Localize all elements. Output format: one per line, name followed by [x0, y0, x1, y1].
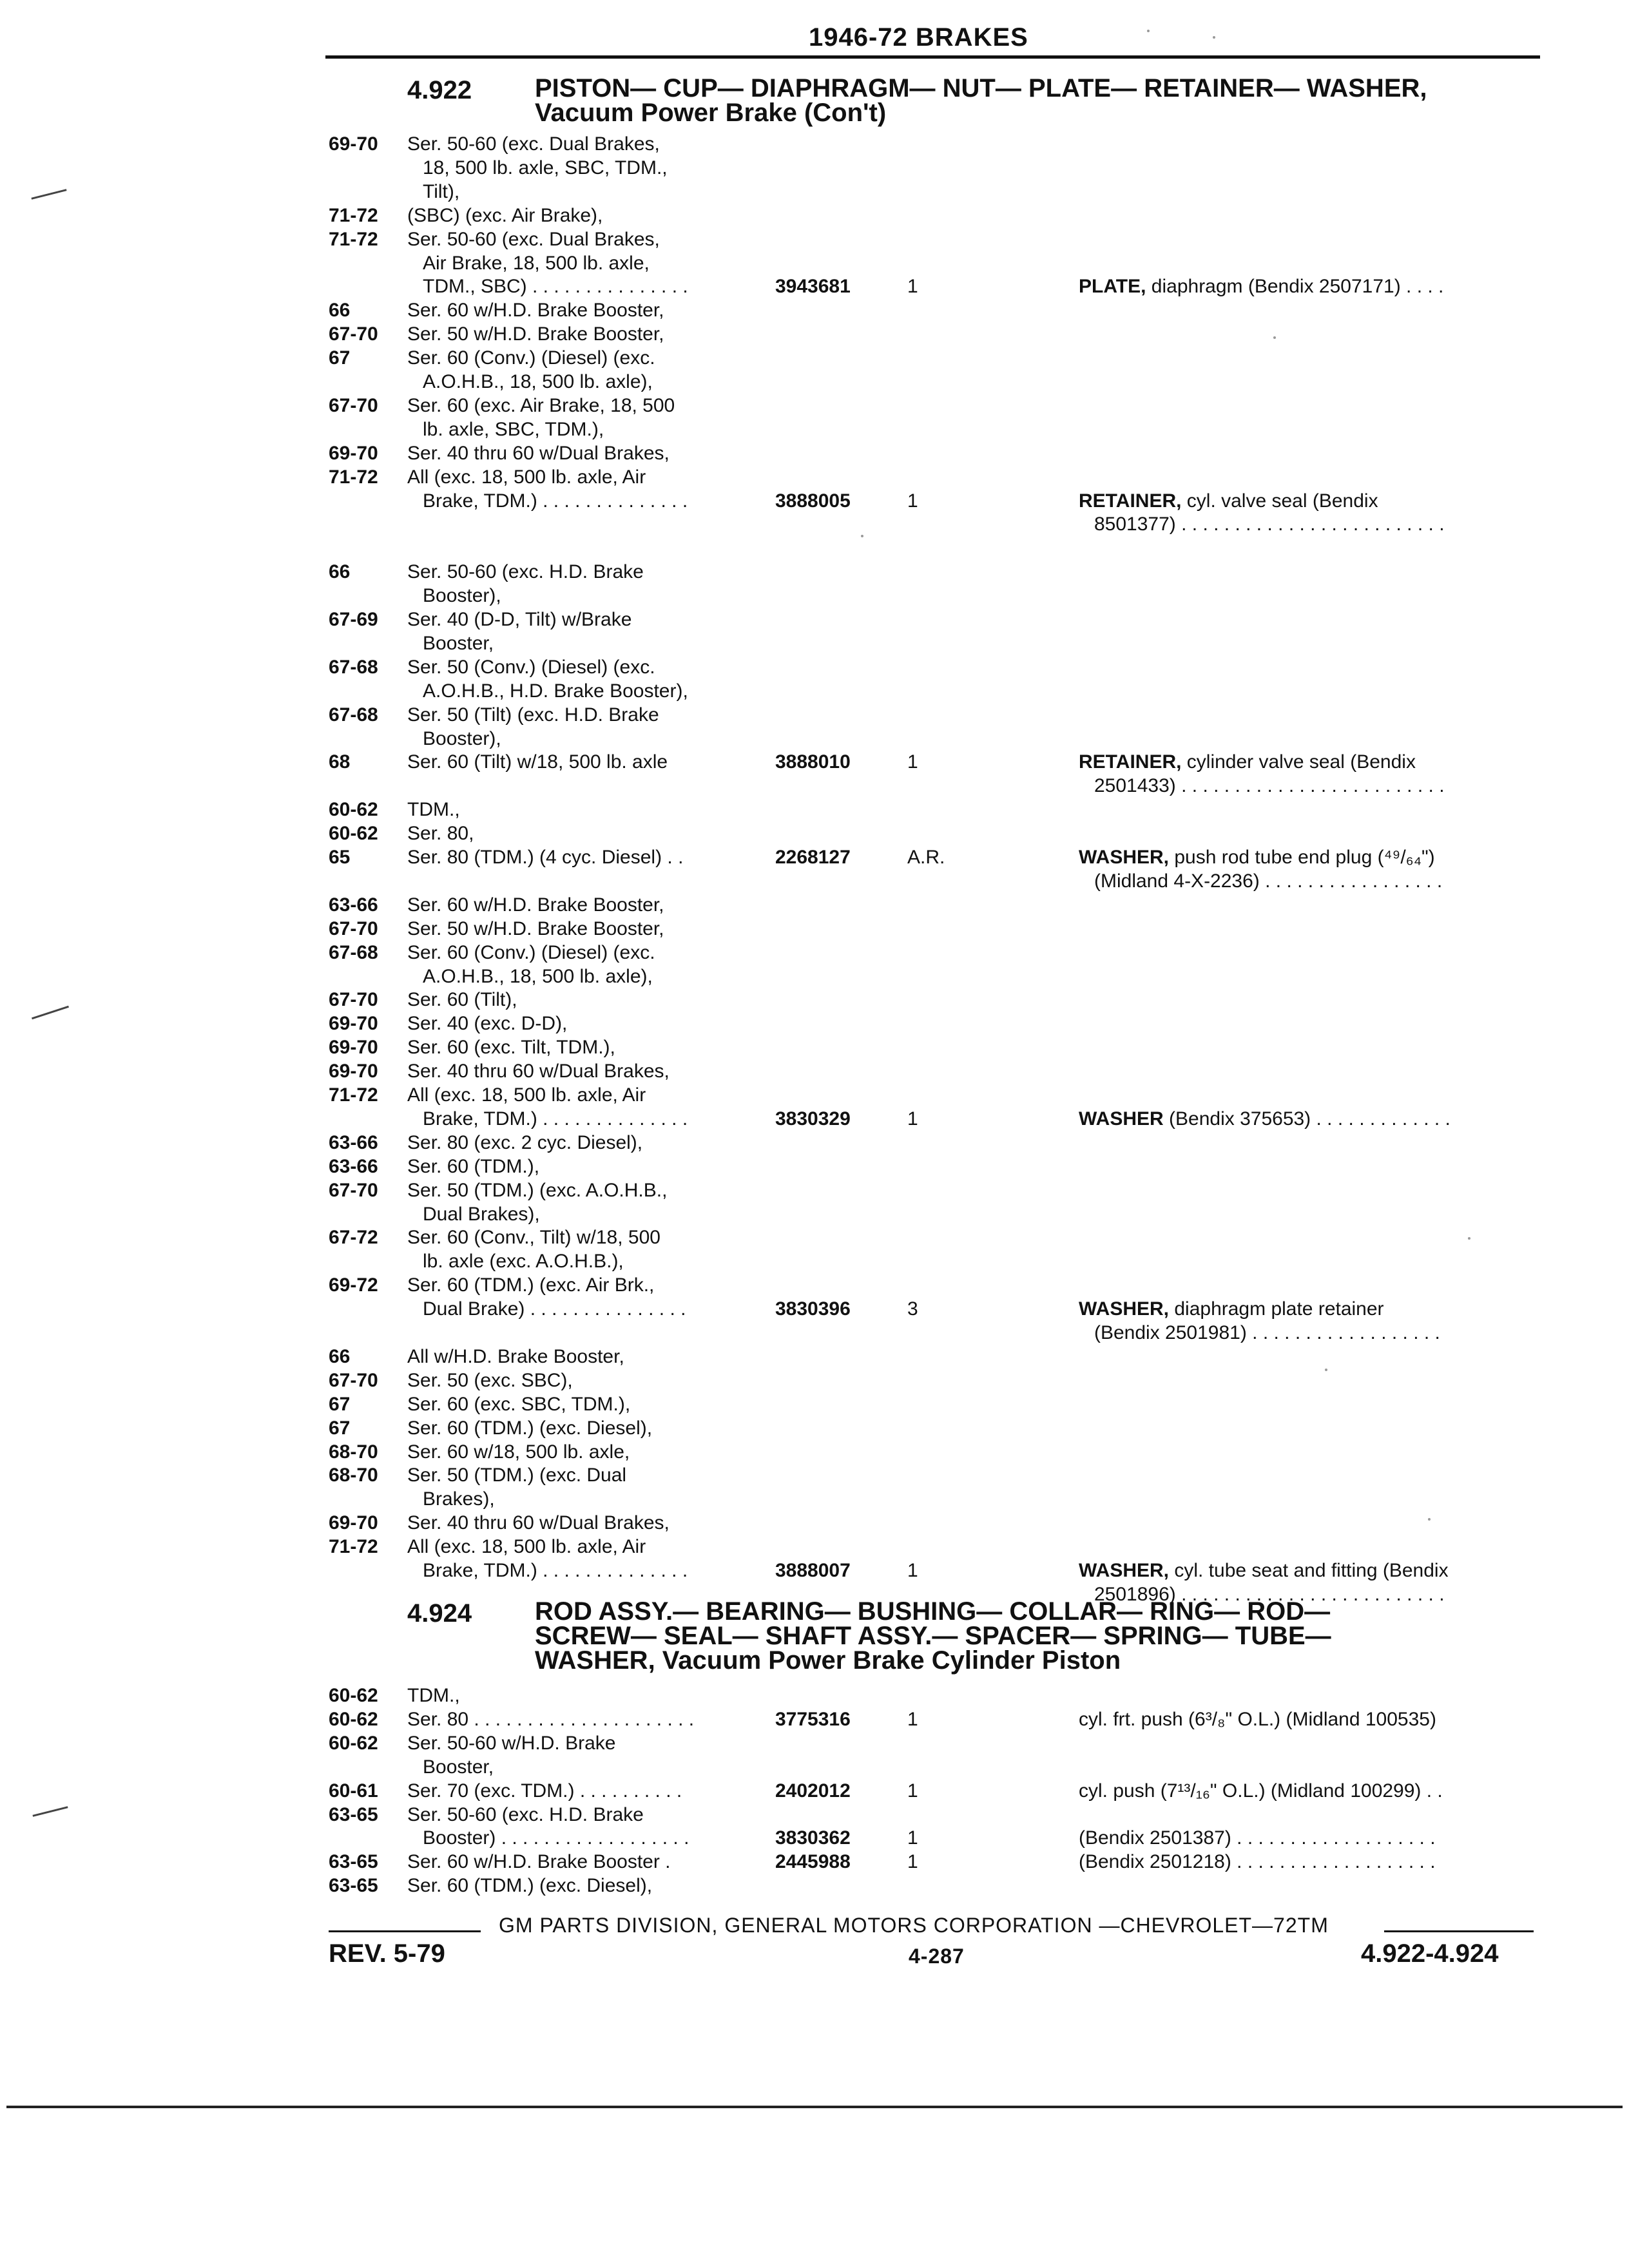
application-description: A.O.H.B., 18, 500 lb. axle), [423, 965, 653, 987]
table-row [0, 941, 1629, 965]
table-row [0, 1345, 1629, 1369]
application-description: Ser. 50 w/H.D. Brake Booster, [407, 323, 664, 345]
table-row [0, 204, 1629, 227]
model-years: 67-68 [329, 656, 378, 678]
table-row [0, 918, 1629, 941]
application-description: Ser. 50-60 w/H.D. Brake [407, 1732, 616, 1754]
scan-speck [1147, 30, 1150, 32]
application-description: 18, 500 lb. axle, SBC, TDM., [423, 157, 668, 178]
part-name-text: 2501433) . . . . . . . . . . . . . . . . . . . . . . . . . [1094, 775, 1445, 797]
application-description: Brake, TDM.) . . . . . . . . . . . . . . [423, 490, 688, 512]
application-description: Ser. 50-60 (exc. Dual Brakes, [407, 133, 660, 155]
application-description: Ser. 60 (exc. Air Brake, 18, 500 [407, 394, 675, 416]
table-row [0, 608, 1629, 631]
table-row [0, 1441, 1629, 1464]
table-row [0, 965, 1629, 988]
table-row [0, 1060, 1629, 1083]
model-years: 66 [329, 1345, 351, 1367]
application-description: Tilt), [423, 180, 460, 202]
scan-edge-line [6, 2106, 1623, 2108]
scan-speck [861, 535, 863, 537]
scan-speck [1213, 36, 1215, 39]
scan-speck [1273, 336, 1276, 339]
application-description: Ser. 60 (Conv.) (Diesel) (exc. [407, 347, 655, 369]
part-name-keyword: WASHER, [1079, 847, 1170, 868]
model-years: 60-62 [329, 1685, 378, 1706]
model-years: 65 [329, 847, 351, 868]
table-row [0, 894, 1629, 917]
table-row [0, 228, 1629, 251]
table-row [0, 561, 1629, 584]
table-row [0, 537, 1629, 560]
model-years: 63-66 [329, 1155, 378, 1177]
table-row [0, 275, 1629, 298]
footer-rule-right [1384, 1930, 1534, 1932]
application-description: All (exc. 18, 500 lb. axle, Air [407, 466, 646, 488]
part-name [1079, 1108, 1451, 1131]
application-description: TDM., SBC) . . . . . . . . . . . . . . . [423, 276, 688, 298]
table-row [0, 656, 1629, 679]
model-years: 63-65 [329, 1803, 378, 1825]
application-description: Ser. 60 (exc. SBC, TDM.), [407, 1393, 631, 1415]
table-row [0, 1250, 1629, 1273]
table-row [0, 822, 1629, 845]
model-years: 69-70 [329, 1061, 378, 1082]
application-description: All (exc. 18, 500 lb. axle, Air [407, 1536, 646, 1558]
model-years: 68-70 [329, 1465, 378, 1486]
table-row [0, 1512, 1629, 1535]
application-description: Ser. 50 (Conv.) (Diesel) (exc. [407, 656, 655, 678]
quantity: A.R. [907, 847, 945, 868]
table-row [0, 751, 1629, 774]
model-years: 67-70 [329, 1179, 378, 1201]
part-number: 2268127 [775, 847, 851, 868]
table-row [0, 1488, 1629, 1511]
application-description: Ser. 80 . . . . . . . . . . . . . . . . . . . . . [407, 1708, 695, 1730]
table-row [0, 347, 1629, 370]
part-name [1079, 1559, 1449, 1582]
table-row [0, 1827, 1629, 1850]
part-name-text: diaphragm plate retainer [1169, 1298, 1384, 1320]
model-years: 71-72 [329, 1084, 378, 1106]
model-years: 71-72 [329, 204, 378, 226]
table-row [0, 1155, 1629, 1178]
application-description: Ser. 60 w/H.D. Brake Booster, [407, 300, 664, 322]
quantity: 1 [907, 490, 918, 512]
part-name-text: 8501377) . . . . . . . . . . . . . . . . . . . . . . . . . [1094, 514, 1445, 535]
part-name-text: cyl. frt. push (6³/₈" O.L.) (Midland 100535) [1079, 1708, 1436, 1730]
model-years: 69-70 [329, 1013, 378, 1035]
part-name-text: 2501896) . . . . . . . . . . . . . . . . . . . . . . . . . [1094, 1583, 1445, 1605]
application-description: A.O.H.B., 18, 500 lb. axle), [423, 371, 653, 392]
part-name [1079, 846, 1435, 869]
application-description: Ser. 50 (TDM.) (exc. Dual [407, 1465, 627, 1486]
application-description: Booster), [423, 727, 501, 749]
part-name-keyword: RETAINER, [1079, 490, 1182, 512]
table-row [0, 1369, 1629, 1392]
application-description: Ser. 50-60 (exc. Dual Brakes, [407, 228, 660, 250]
table-row [0, 1417, 1629, 1440]
application-description: Ser. 60 (Tilt), [407, 989, 517, 1011]
table-row [0, 798, 1629, 822]
application-description: Booster, [423, 1756, 494, 1778]
model-years: 66 [329, 561, 351, 583]
table-row [0, 252, 1629, 275]
application-description: Ser. 50 (exc. SBC), [407, 1369, 573, 1391]
application-description: Ser. 50-60 (exc. H.D. Brake [407, 1803, 644, 1825]
part-number: 3830396 [775, 1298, 851, 1320]
table-row [0, 1274, 1629, 1297]
part-name-text: cyl. tube seat and fitting (Bendix [1169, 1560, 1449, 1581]
table-row [0, 1012, 1629, 1035]
application-description: Ser. 40 (exc. D-D), [407, 1013, 568, 1035]
model-years: 63-65 [329, 1851, 378, 1873]
table-row [0, 704, 1629, 727]
quantity: 1 [907, 1560, 918, 1581]
part-name-text: (Bendix 2501981) . . . . . . . . . . . . . . . . . . [1094, 1322, 1440, 1343]
table-row [0, 1084, 1629, 1107]
application-description: Ser. 60 (Conv.) (Diesel) (exc. [407, 941, 655, 963]
application-description: lb. axle, SBC, TDM.), [423, 418, 604, 440]
table-row [0, 490, 1629, 513]
section-title-line1: PISTON— CUP— DIAPHRAGM— NUT— PLATE— RETAINER— WASHER, [535, 74, 1427, 102]
application-description: A.O.H.B., H.D. Brake Booster), [423, 680, 688, 702]
model-years: 60-62 [329, 823, 378, 845]
application-description: Booster), [423, 585, 501, 607]
table-row [0, 1708, 1629, 1731]
application-description: Ser. 60 (Conv., Tilt) w/18, 500 [407, 1227, 660, 1249]
application-description: TDM., [407, 799, 460, 821]
table-row [0, 513, 1629, 536]
quantity: 1 [907, 1851, 918, 1873]
quantity: 1 [907, 1708, 918, 1730]
application-description: Brakes), [423, 1488, 495, 1510]
part-name-text: cyl. push (7¹³/₁₆" O.L.) (Midland 100299) . . [1079, 1780, 1443, 1802]
model-years: 67 [329, 1393, 351, 1415]
quantity: 1 [907, 1827, 918, 1849]
model-years: 60-62 [329, 1732, 378, 1754]
footer-section-range: 4.922-4.924 [1361, 1939, 1499, 1968]
model-years: 69-70 [329, 133, 378, 155]
application-description: Ser. 60 w/H.D. Brake Booster, [407, 894, 664, 916]
application-description: Ser. 80 (TDM.) (4 cyc. Diesel) . . [407, 847, 684, 868]
model-years: 71-72 [329, 466, 378, 488]
model-years: 69-70 [329, 1037, 378, 1059]
quantity: 1 [907, 751, 918, 773]
footer-page-number: 4-287 [909, 1945, 965, 1968]
section-number: 4.922 [407, 76, 472, 104]
model-years: 71-72 [329, 1536, 378, 1558]
table-row [0, 466, 1629, 489]
part-name-keyword: WASHER, [1079, 1298, 1170, 1320]
model-years: 63-65 [329, 1875, 378, 1897]
table-row [0, 1559, 1629, 1582]
part-name [1079, 1298, 1384, 1321]
application-description: Brake, TDM.) . . . . . . . . . . . . . . [423, 1560, 688, 1581]
scan-speck [1468, 1237, 1470, 1240]
application-description: Ser. 80 (exc. 2 cyc. Diesel), [407, 1131, 643, 1153]
part-number: 3943681 [775, 276, 851, 298]
application-description: Brake, TDM.) . . . . . . . . . . . . . . [423, 1108, 688, 1129]
model-years: 60-62 [329, 1708, 378, 1730]
table-row [0, 180, 1629, 204]
table-row [0, 870, 1629, 893]
part-number: 3775316 [775, 1708, 851, 1730]
table-row [0, 370, 1629, 394]
part-name [1079, 1708, 1436, 1731]
part-number: 3830362 [775, 1827, 851, 1849]
part-number: 3888007 [775, 1560, 851, 1581]
part-number: 3830329 [775, 1108, 851, 1129]
table-row [0, 1850, 1629, 1874]
table-row [0, 1298, 1629, 1321]
table-row [0, 1756, 1629, 1779]
application-description: (SBC) (exc. Air Brake), [407, 204, 603, 226]
scan-speck [1428, 1518, 1431, 1521]
model-years: 68-70 [329, 1441, 378, 1463]
table-row [0, 1108, 1629, 1131]
part-name-keyword: RETAINER, [1079, 751, 1182, 773]
table-row [0, 442, 1629, 465]
section-title-line2: SCREW— SEAL— SHAFT ASSY.— SPACER— SPRING— TUBE— [535, 1622, 1331, 1650]
model-years: 69-70 [329, 1512, 378, 1534]
table-row [0, 133, 1629, 156]
part-name-text: (Bendix 375653) . . . . . . . . . . . . . [1163, 1108, 1451, 1129]
part-name [1079, 1780, 1443, 1803]
application-description: Ser. 50 (Tilt) (exc. H.D. Brake [407, 704, 659, 726]
model-years: 67-70 [329, 989, 378, 1011]
header-rule [325, 55, 1540, 59]
model-years: 60-62 [329, 799, 378, 821]
part-name-keyword: WASHER [1079, 1108, 1164, 1129]
application-description: Ser. 40 thru 60 w/Dual Brakes, [407, 1061, 670, 1082]
part-name-text: (Bendix 2501218) . . . . . . . . . . . . . . . . . . . [1079, 1851, 1436, 1873]
part-name [1079, 1850, 1436, 1874]
part-name-text: cylinder valve seal (Bendix [1181, 751, 1416, 773]
part-number: 2402012 [775, 1780, 851, 1802]
table-row [0, 584, 1629, 608]
quantity: 1 [907, 1780, 918, 1802]
part-number: 2445988 [775, 1851, 851, 1873]
model-years: 60-61 [329, 1780, 378, 1802]
application-description: Ser. 60 (TDM.) (exc. Diesel), [407, 1875, 653, 1897]
model-years: 63-66 [329, 1131, 378, 1153]
table-row [0, 1203, 1629, 1226]
application-description: Ser. 60 (exc. Tilt, TDM.), [407, 1037, 615, 1059]
part-number: 3888010 [775, 751, 851, 773]
table-row [0, 1464, 1629, 1487]
application-description: All w/H.D. Brake Booster, [407, 1345, 624, 1367]
application-description: All (exc. 18, 500 lb. axle, Air [407, 1084, 646, 1106]
section-title-line3: WASHER, Vacuum Power Brake Cylinder Piston [535, 1646, 1121, 1675]
part-name [1094, 1321, 1440, 1345]
part-name [1094, 513, 1445, 536]
application-description: Dual Brakes), [423, 1203, 540, 1225]
table-row [0, 1535, 1629, 1559]
model-years: 68 [329, 751, 351, 773]
part-name [1079, 751, 1416, 774]
table-row [0, 727, 1629, 751]
application-description: Ser. 50-60 (exc. H.D. Brake [407, 561, 644, 583]
footer-revision: REV. 5-79 [329, 1939, 445, 1968]
application-description: Ser. 60 w/H.D. Brake Booster . [407, 1851, 671, 1873]
part-name-text: diaphragm (Bendix 2507171) . . . . [1146, 276, 1444, 298]
application-description: Ser. 40 (D-D, Tilt) w/Brake [407, 609, 632, 630]
model-years: 69-72 [329, 1274, 378, 1296]
model-years: 67-70 [329, 323, 378, 345]
model-years: 67-70 [329, 1369, 378, 1391]
application-description: Ser. 50 (TDM.) (exc. A.O.H.B., [407, 1179, 668, 1201]
section-title-line1: ROD ASSY.— BEARING— BUSHING— COLLAR— RING— ROD— [535, 1597, 1331, 1626]
table-row [0, 394, 1629, 418]
part-name-text: cyl. valve seal (Bendix [1181, 490, 1378, 512]
application-description: Booster, [423, 632, 494, 654]
table-row [0, 1732, 1629, 1755]
application-description: Ser. 60 w/18, 500 lb. axle, [407, 1441, 630, 1463]
table-row [0, 1321, 1629, 1345]
application-description: Air Brake, 18, 500 lb. axle, [423, 252, 650, 274]
part-name [1079, 490, 1378, 513]
model-years: 67-70 [329, 918, 378, 939]
table-row [0, 774, 1629, 798]
model-years: 67-72 [329, 1227, 378, 1249]
quantity: 3 [907, 1298, 918, 1320]
table-row [0, 1803, 1629, 1827]
footer-division: GM PARTS DIVISION, GENERAL MOTORS CORPORATION —CHEVROLET—72TM [499, 1914, 1329, 1937]
table-row [0, 680, 1629, 703]
application-description: lb. axle (exc. A.O.H.B.), [423, 1251, 624, 1273]
application-description: Ser. 70 (exc. TDM.) . . . . . . . . . . [407, 1780, 682, 1802]
table-row [0, 846, 1629, 869]
table-row [0, 988, 1629, 1012]
model-years: 67-68 [329, 941, 378, 963]
table-row [0, 1684, 1629, 1707]
application-description: Ser. 60 (TDM.) (exc. Diesel), [407, 1417, 653, 1439]
application-description: Ser. 60 (Tilt) w/18, 500 lb. axle [407, 751, 668, 773]
scan-speck [1325, 1369, 1327, 1371]
quantity: 1 [907, 1108, 918, 1129]
table-row [0, 1036, 1629, 1059]
application-description: Ser. 50 w/H.D. Brake Booster, [407, 918, 664, 939]
application-description: Ser. 40 thru 60 w/Dual Brakes, [407, 1512, 670, 1534]
quantity: 1 [907, 276, 918, 298]
table-row [0, 299, 1629, 322]
model-years: 67 [329, 347, 351, 369]
model-years: 69-70 [329, 442, 378, 464]
page-title: 1946-72 BRAKES [809, 23, 1028, 52]
application-description: Booster) . . . . . . . . . . . . . . . . . . [423, 1827, 689, 1849]
model-years: 67-69 [329, 609, 378, 630]
model-years: 71-72 [329, 228, 378, 250]
table-row [0, 323, 1629, 346]
application-description: Ser. 60 (TDM.) (exc. Air Brk., [407, 1274, 655, 1296]
table-row [0, 1226, 1629, 1249]
section-number: 4.924 [407, 1599, 472, 1628]
section-title-line2: Vacuum Power Brake (Con't) [535, 99, 887, 127]
footer-rule-left [329, 1930, 481, 1932]
model-years: 67 [329, 1417, 351, 1439]
model-years: 67-70 [329, 394, 378, 416]
application-description: Ser. 40 thru 60 w/Dual Brakes, [407, 442, 670, 464]
model-years: 63-66 [329, 894, 378, 916]
part-name-text: push rod tube end plug (⁴⁹/₆₄") [1169, 847, 1435, 868]
application-description: TDM., [407, 1685, 460, 1706]
part-name [1094, 774, 1445, 798]
part-name-keyword: PLATE, [1079, 276, 1146, 298]
application-description: Ser. 60 (TDM.), [407, 1155, 540, 1177]
part-name-keyword: WASHER, [1079, 1560, 1170, 1581]
part-name-text: (Midland 4-X-2236) . . . . . . . . . . . . . . . . . [1094, 870, 1443, 892]
table-row [0, 1179, 1629, 1202]
table-row [0, 1131, 1629, 1155]
application-description: Ser. 80, [407, 823, 474, 845]
application-description: Dual Brake) . . . . . . . . . . . . . . . [423, 1298, 686, 1320]
part-name-text: (Bendix 2501387) . . . . . . . . . . . . . . . . . . . [1079, 1827, 1436, 1849]
part-name [1094, 870, 1442, 893]
part-number: 3888005 [775, 490, 851, 512]
table-row [0, 418, 1629, 441]
table-row [0, 632, 1629, 655]
table-row [0, 1393, 1629, 1416]
part-name [1079, 1827, 1436, 1850]
table-row [0, 157, 1629, 180]
model-years: 66 [329, 300, 351, 322]
table-row [0, 1874, 1629, 1898]
table-row [0, 1780, 1629, 1803]
part-name [1079, 275, 1443, 298]
model-years: 67-68 [329, 704, 378, 726]
